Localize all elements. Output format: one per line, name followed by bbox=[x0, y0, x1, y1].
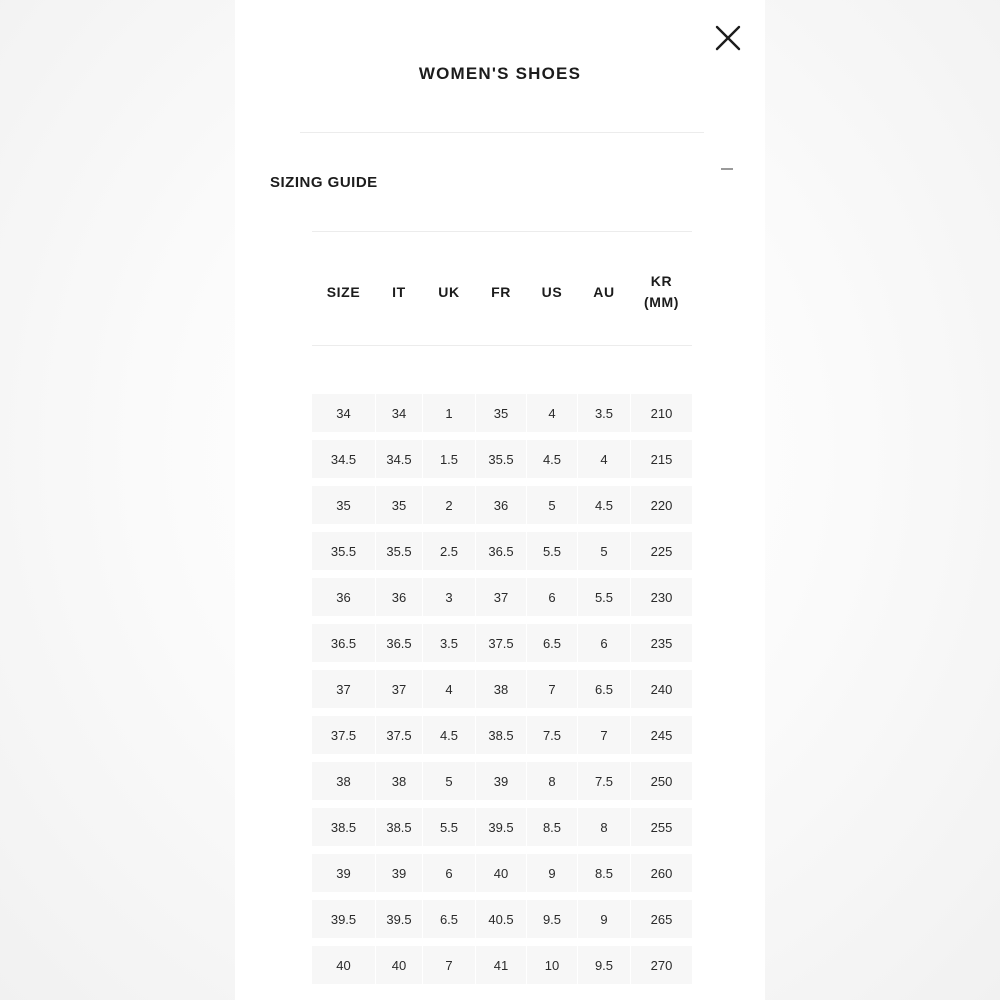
close-button[interactable] bbox=[714, 24, 742, 52]
cell-us: 6.5 bbox=[527, 624, 577, 662]
cell-it: 34.5 bbox=[376, 440, 422, 478]
cell-us: 9 bbox=[527, 854, 577, 892]
cell-fr: 39 bbox=[476, 762, 526, 800]
column-header-it: IT bbox=[392, 283, 406, 300]
column-header-size: SIZE bbox=[326, 283, 361, 300]
cell-us: 10 bbox=[527, 946, 577, 984]
cell-au: 9 bbox=[578, 900, 630, 938]
cell-it: 35.5 bbox=[376, 532, 422, 570]
cell-kr-mm: 245 bbox=[631, 716, 692, 754]
cell-kr-mm: 255 bbox=[631, 808, 692, 846]
cell-au: 3.5 bbox=[578, 394, 630, 432]
cell-au: 6.5 bbox=[578, 670, 630, 708]
table-row bbox=[312, 486, 692, 532]
cell-fr: 37.5 bbox=[476, 624, 526, 662]
cell-uk: 6 bbox=[423, 854, 475, 892]
table-row bbox=[312, 624, 692, 670]
cell-it: 37.5 bbox=[376, 716, 422, 754]
cell-kr-mm: 235 bbox=[631, 624, 692, 662]
cell-fr: 40 bbox=[476, 854, 526, 892]
cell-size: 37 bbox=[312, 670, 375, 708]
sizing-guide-heading[interactable]: SIZING GUIDE bbox=[270, 174, 378, 191]
cell-size: 38 bbox=[312, 762, 375, 800]
divider bbox=[312, 231, 692, 232]
cell-size: 36 bbox=[312, 578, 375, 616]
cell-uk: 7 bbox=[423, 946, 475, 984]
cell-uk: 5 bbox=[423, 762, 475, 800]
cell-au: 6 bbox=[578, 624, 630, 662]
cell-uk: 4.5 bbox=[423, 716, 475, 754]
table-row bbox=[312, 762, 692, 808]
table-row bbox=[312, 670, 692, 716]
cell-it: 38 bbox=[376, 762, 422, 800]
cell-uk: 4 bbox=[423, 670, 475, 708]
table-row bbox=[312, 440, 692, 486]
cell-fr: 35 bbox=[476, 394, 526, 432]
cell-kr-mm: 265 bbox=[631, 900, 692, 938]
table-row bbox=[312, 900, 692, 946]
cell-us: 5.5 bbox=[527, 532, 577, 570]
cell-size: 37.5 bbox=[312, 716, 375, 754]
modal-title: WOMEN'S SHOES bbox=[418, 64, 582, 83]
cell-it: 39 bbox=[376, 854, 422, 892]
cell-it: 37 bbox=[376, 670, 422, 708]
cell-kr-mm: 210 bbox=[631, 394, 692, 432]
cell-fr: 36 bbox=[476, 486, 526, 524]
cell-us: 9.5 bbox=[527, 900, 577, 938]
cell-us: 7 bbox=[527, 670, 577, 708]
cell-au: 4.5 bbox=[578, 486, 630, 524]
cell-uk: 2 bbox=[423, 486, 475, 524]
cell-it: 36.5 bbox=[376, 624, 422, 662]
cell-au: 5 bbox=[578, 532, 630, 570]
table-row bbox=[312, 946, 692, 992]
cell-uk: 5.5 bbox=[423, 808, 475, 846]
column-header-uk: UK bbox=[438, 283, 460, 300]
divider bbox=[312, 345, 692, 346]
cell-size: 36.5 bbox=[312, 624, 375, 662]
cell-us: 8 bbox=[527, 762, 577, 800]
cell-fr: 37 bbox=[476, 578, 526, 616]
column-header-kr-mm: KR (MM) bbox=[643, 273, 680, 310]
cell-fr: 39.5 bbox=[476, 808, 526, 846]
cell-fr: 38 bbox=[476, 670, 526, 708]
cell-size: 39 bbox=[312, 854, 375, 892]
cell-uk: 6.5 bbox=[423, 900, 475, 938]
table-row bbox=[312, 808, 692, 854]
column-header-fr: FR bbox=[491, 283, 511, 300]
cell-au: 8 bbox=[578, 808, 630, 846]
cell-au: 5.5 bbox=[578, 578, 630, 616]
cell-kr-mm: 230 bbox=[631, 578, 692, 616]
cell-fr: 38.5 bbox=[476, 716, 526, 754]
cell-it: 38.5 bbox=[376, 808, 422, 846]
cell-kr-mm: 215 bbox=[631, 440, 692, 478]
cell-uk: 1 bbox=[423, 394, 475, 432]
table-row bbox=[312, 716, 692, 762]
cell-us: 8.5 bbox=[527, 808, 577, 846]
cell-uk: 3 bbox=[423, 578, 475, 616]
cell-size: 38.5 bbox=[312, 808, 375, 846]
cell-au: 8.5 bbox=[578, 854, 630, 892]
cell-us: 7.5 bbox=[527, 716, 577, 754]
cell-kr-mm: 270 bbox=[631, 946, 692, 984]
cell-kr-mm: 240 bbox=[631, 670, 692, 708]
cell-size: 34.5 bbox=[312, 440, 375, 478]
cell-size: 40 bbox=[312, 946, 375, 984]
cell-us: 5 bbox=[527, 486, 577, 524]
cell-uk: 2.5 bbox=[423, 532, 475, 570]
cell-it: 39.5 bbox=[376, 900, 422, 938]
cell-it: 40 bbox=[376, 946, 422, 984]
cell-kr-mm: 260 bbox=[631, 854, 692, 892]
cell-us: 4 bbox=[527, 394, 577, 432]
cell-au: 9.5 bbox=[578, 946, 630, 984]
cell-au: 4 bbox=[578, 440, 630, 478]
size-table-header bbox=[312, 262, 692, 322]
cell-it: 36 bbox=[376, 578, 422, 616]
cell-fr: 35.5 bbox=[476, 440, 526, 478]
cell-size: 34 bbox=[312, 394, 375, 432]
table-row bbox=[312, 854, 692, 900]
cell-size: 39.5 bbox=[312, 900, 375, 938]
minus-icon[interactable] bbox=[721, 168, 733, 170]
cell-au: 7.5 bbox=[578, 762, 630, 800]
cell-us: 6 bbox=[527, 578, 577, 616]
cell-fr: 40.5 bbox=[476, 900, 526, 938]
cell-fr: 36.5 bbox=[476, 532, 526, 570]
close-icon bbox=[714, 24, 742, 52]
cell-us: 4.5 bbox=[527, 440, 577, 478]
divider bbox=[300, 132, 704, 133]
cell-au: 7 bbox=[578, 716, 630, 754]
cell-size: 35 bbox=[312, 486, 375, 524]
table-row bbox=[312, 578, 692, 624]
column-header-au: AU bbox=[593, 283, 615, 300]
cell-kr-mm: 220 bbox=[631, 486, 692, 524]
table-row bbox=[312, 532, 692, 578]
cell-kr-mm: 250 bbox=[631, 762, 692, 800]
cell-kr-mm: 225 bbox=[631, 532, 692, 570]
cell-size: 35.5 bbox=[312, 532, 375, 570]
cell-it: 34 bbox=[376, 394, 422, 432]
cell-fr: 41 bbox=[476, 946, 526, 984]
cell-it: 35 bbox=[376, 486, 422, 524]
cell-uk: 1.5 bbox=[423, 440, 475, 478]
column-header-us: US bbox=[541, 283, 563, 300]
cell-uk: 3.5 bbox=[423, 624, 475, 662]
table-row bbox=[312, 394, 692, 440]
